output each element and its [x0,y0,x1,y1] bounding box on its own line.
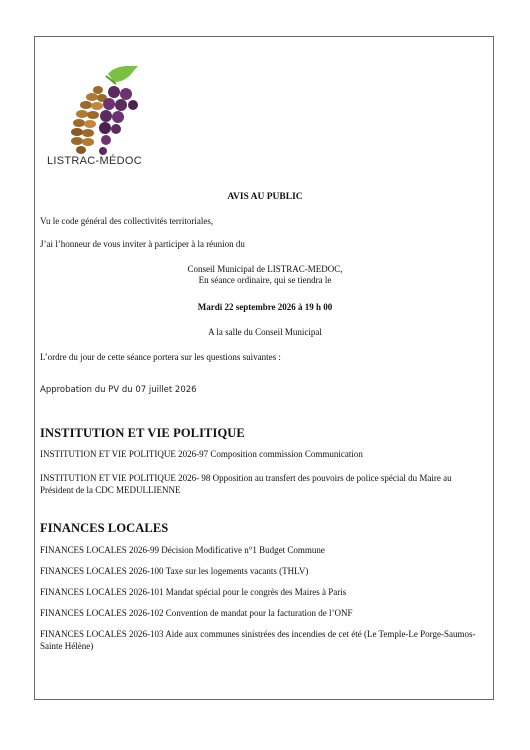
agenda-intro: L’ordre du jour de cette séance portera sur les questions suivantes : [40,352,281,362]
agenda-item: INSTITUTION ET VIE POLITIQUE 2026-97 Composition commission Communication [40,449,363,459]
intro-line-1: Vu le code général des collectivités territoriales, [40,216,214,226]
council-line-2: En séance ordinaire, qui se tiendra le [198,275,332,285]
agenda-item: FINANCES LOCALES 2026-102 Convention de mandat pour la facturation de l’ONF [40,608,353,618]
agenda-item: INSTITUTION ET VIE POLITIQUE 2026- 98 Opposition au transfert des pouvoirs de police spécial du Maire au Président de la CDC MEDULLIENNE [40,473,452,495]
council-line-1: Conseil Municipal de LISTRAC-MEDOC, [187,264,343,274]
approbation-line: Approbation du PV du 07 juillet 2026 [40,385,197,395]
section-heading-institution: INSTITUTION ET VIE POLITIQUE [40,426,245,440]
meeting-date: Mardi 22 septembre 2026 à 19 h 00 [197,302,333,312]
logo-wordmark: LISTRAC-MÉDOC [47,155,142,167]
listrac-medoc-logo [46,60,156,170]
meeting-place: A la salle du Conseil Municipal [208,327,322,337]
agenda-item: FINANCES LOCALES 2026-100 Taxe sur les logements vacants (THLV) [40,566,309,576]
agenda-item: FINANCES LOCALES 2026-99 Décision Modificative n°1 Budget Commune [40,545,325,555]
agenda-item: FINANCES LOCALES 2026-101 Mandat spécial pour le congrès des Maires à Paris [40,587,347,597]
agenda-item: FINANCES LOCALES 2026-103 Aide aux communes sinistrées des incendies de cet été (Le Temple-Le Porge-Saumos-Sainte Hélène) [40,629,476,651]
intro-line-2: J’ai l’honneur de vous inviter à participer à la réunion du [40,239,245,249]
notice-title: AVIS AU PUBLIC [227,192,303,202]
section-heading-finances: FINANCES LOCALES [40,521,169,535]
